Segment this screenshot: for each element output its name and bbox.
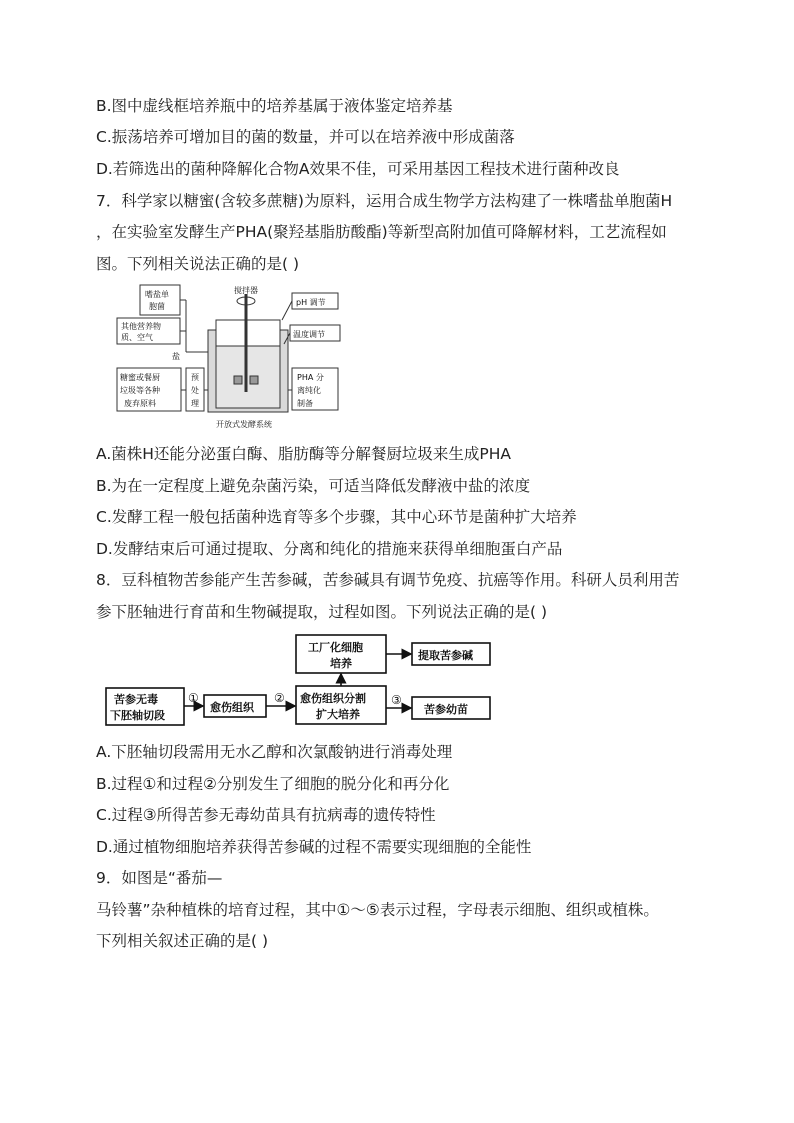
nutrients-label-1: 其他营养物 bbox=[121, 322, 161, 331]
step2-label: ② bbox=[274, 691, 285, 705]
stirrer-label: 搅拌器 bbox=[234, 286, 258, 295]
q8-option-b: B.过程①和过程②分别发生了细胞的脱分化和再分化 bbox=[96, 775, 450, 793]
q9-stem-line2: 马铃薯”杂种植株的培育过程，其中①～⑤表示过程，字母表示细胞、组织或植株。 bbox=[96, 901, 659, 919]
nutrients-label-2: 质、空气 bbox=[121, 333, 153, 342]
pha-label-1: PHA 分 bbox=[297, 373, 324, 382]
q8-option-a: A.下胚轴切段需用无水乙醇和次氯酸钠进行消毒处理 bbox=[96, 743, 453, 761]
raw-label-2: 垃圾等各种 bbox=[120, 386, 160, 395]
extract-label: 提取苦参碱 bbox=[418, 649, 473, 662]
pha-label-2: 离纯化 bbox=[297, 386, 321, 395]
step1-label: ① bbox=[188, 691, 199, 705]
fermentation-caption: 开放式发酵系统 bbox=[216, 420, 272, 429]
pre-label-1: 预 bbox=[191, 373, 199, 382]
q7-stem-line2: ，在实验室发酵生产PHA(聚羟基脂肪酸酯)等新型高附加值可降解材料，工艺流程如 bbox=[96, 223, 667, 241]
strain-label-1: 嗜盐单 bbox=[145, 290, 169, 299]
temp-label: 温度调节 bbox=[293, 330, 325, 339]
salt-label: 盐 bbox=[172, 352, 180, 361]
q7-option-b: B.为在一定程度上避免杂菌污染，可适当降低发酵液中盐的浓度 bbox=[96, 477, 531, 495]
q7-option-d: D.发酵结束后可通过提取、分离和纯化的措施来获得单细胞蛋白产品 bbox=[96, 540, 563, 558]
pre-label-3: 理 bbox=[191, 399, 199, 408]
q8-stem-line2: 参下胚轴进行育苗和生物碱提取，过程如图。下列说法正确的是( ) bbox=[96, 603, 548, 621]
explant-label-1: 苦参无毒 bbox=[114, 693, 158, 706]
expand-label-1: 愈伤组织分割 bbox=[300, 692, 366, 705]
pre-label-2: 处 bbox=[191, 386, 199, 395]
q7-option-c: C.发酵工程一般包括菌种选育等多个步骤，其中心环节是菌种扩大培养 bbox=[96, 508, 577, 526]
expand-label-2: 扩大培养 bbox=[316, 708, 360, 721]
strain-label-2: 胞菌 bbox=[149, 302, 165, 311]
q8-option-c: C.过程③所得苦参无毒幼苗具有抗病毒的遗传特性 bbox=[96, 806, 436, 824]
q6-option-c: C.振荡培养可增加目的菌的数量，并可以在培养液中形成菌落 bbox=[96, 128, 515, 146]
callus-label: 愈伤组织 bbox=[210, 701, 254, 714]
q6-option-b: B.图中虚线框培养瓶中的培养基属于液体鉴定培养基 bbox=[96, 97, 453, 115]
ph-label: pH 调节 bbox=[296, 298, 326, 307]
step3-label: ③ bbox=[391, 693, 402, 707]
q7-stem-line3: 图。下列相关说法正确的是( ) bbox=[96, 255, 300, 273]
q7-stem-line1: 7．科学家以糖蜜(含较多蔗糖)为原料，运用合成生物学方法构建了一株嗜盐单胞菌H bbox=[96, 192, 673, 210]
q9-stem-line1: 9．如图是“番茄— bbox=[96, 869, 223, 887]
q8-option-d: D.通过植物细胞培养获得苦参碱的过程不需要实现细胞的全能性 bbox=[96, 838, 532, 856]
q6-option-d: D.若筛选出的菌种降解化合物A效果不佳，可采用基因工程技术进行菌种改良 bbox=[96, 160, 620, 178]
raw-label-1: 糖蜜或餐厨 bbox=[120, 373, 160, 382]
raw-label-3: 废弃原料 bbox=[124, 399, 156, 408]
q8-stem-line1: 8．豆科植物苦参能产生苦参碱，苦参碱具有调节免疫、抗癌等作用。科研人员利用苦 bbox=[96, 571, 680, 589]
pha-label-3: 制备 bbox=[297, 399, 313, 408]
q9-stem-line3: 下列相关叙述正确的是( ) bbox=[96, 932, 269, 950]
seedling-label: 苦参幼苗 bbox=[424, 703, 468, 716]
factory-label-2: 培养 bbox=[330, 657, 352, 670]
kushen-flowchart bbox=[100, 628, 500, 733]
explant-label-2: 下胚轴切段 bbox=[110, 709, 165, 722]
factory-label-1: 工厂化细胞 bbox=[308, 641, 363, 654]
fermentation-diagram bbox=[112, 280, 344, 432]
q7-option-a: A.菌株H还能分泌蛋白酶、脂肪酶等分解餐厨垃圾来生成PHA bbox=[96, 445, 512, 463]
